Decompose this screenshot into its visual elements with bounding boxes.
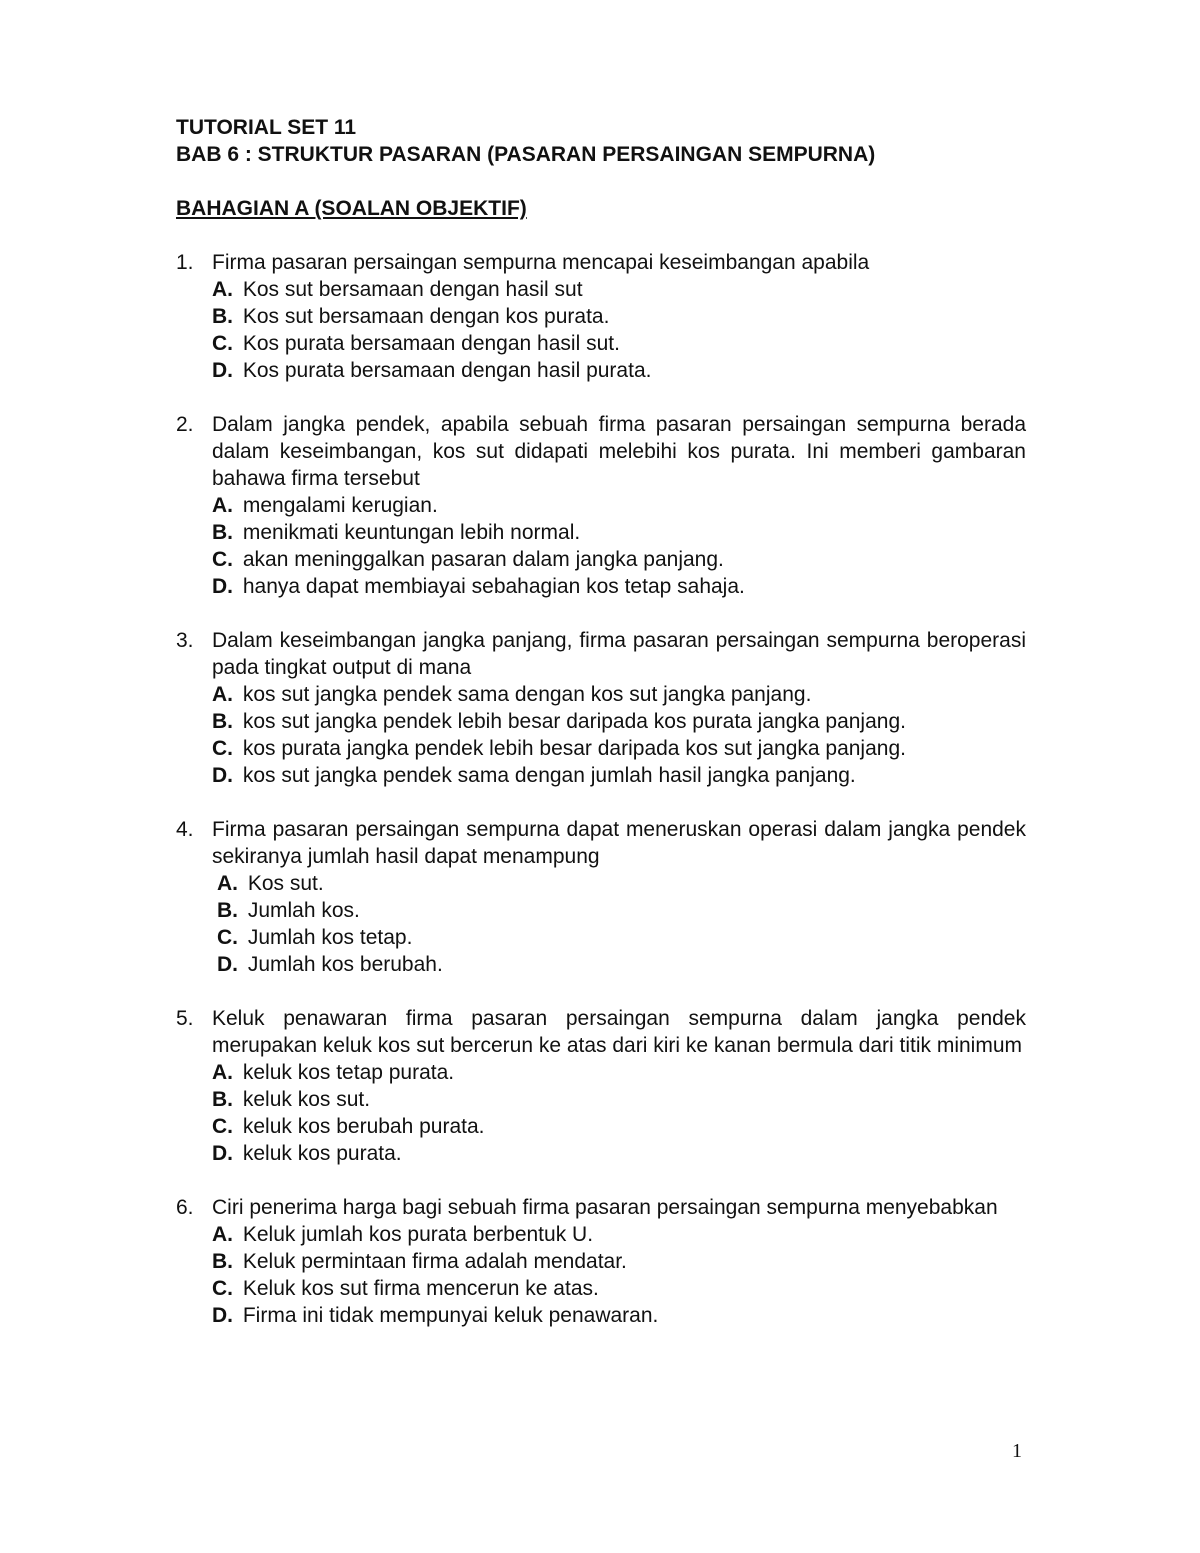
document-page xyxy=(176,114,1026,1356)
option-letter: C. xyxy=(212,737,233,760)
option-text: kos sut jangka pendek lebih besar daripada kos purata jangka panjang. xyxy=(242,710,906,733)
option-text: Keluk jumlah kos purata berbentuk U. xyxy=(242,1223,594,1246)
question-1 xyxy=(176,249,1026,384)
question-2 xyxy=(176,411,1026,600)
option-list xyxy=(212,276,1026,384)
option-text: hanya dapat membiayai sebahagian kos tetap sahaja. xyxy=(242,575,745,598)
option-b xyxy=(212,1248,1026,1275)
option-text: mengalami kerugian. xyxy=(242,494,438,517)
question-text: Firma pasaran persaingan sempurna mencapai keseimbangan apabila xyxy=(212,251,870,274)
option-b xyxy=(212,1086,1026,1113)
option-letter: D. xyxy=(212,359,233,382)
option-text: Keluk permintaan firma adalah mendatar. xyxy=(242,1250,627,1273)
option-d xyxy=(212,573,1026,600)
option-a xyxy=(212,276,1026,303)
question-number: 3. xyxy=(176,629,194,652)
question-list xyxy=(176,249,1026,1329)
option-b xyxy=(212,303,1026,330)
option-text: keluk kos purata. xyxy=(242,1142,402,1165)
option-d xyxy=(212,1140,1026,1167)
option-letter: B. xyxy=(212,1250,233,1273)
question-3 xyxy=(176,627,1026,789)
option-letter: A. xyxy=(212,1061,233,1084)
option-letter: D. xyxy=(217,953,238,976)
option-text: Firma ini tidak mempunyai keluk penawaran. xyxy=(242,1304,659,1327)
option-letter: A. xyxy=(212,1223,233,1246)
option-letter: D. xyxy=(212,1304,233,1327)
option-c xyxy=(212,1275,1026,1302)
option-letter: A. xyxy=(212,494,233,517)
option-text: Jumlah kos berubah. xyxy=(247,953,443,976)
question-6 xyxy=(176,1194,1026,1329)
option-text: Jumlah kos tetap. xyxy=(247,926,413,949)
option-letter: B. xyxy=(212,710,233,733)
question-number: 1. xyxy=(176,251,194,274)
question-5 xyxy=(176,1005,1026,1167)
question-text: Keluk penawaran firma pasaran persaingan sempurna dalam jangka pendek merupakan keluk kos sut bercerun ke atas dari kiri ke kanan bermula dari titik minimum xyxy=(212,1007,1026,1057)
option-text: kos purata jangka pendek lebih besar daripada kos sut jangka panjang. xyxy=(242,737,906,760)
option-b xyxy=(212,708,1026,735)
option-letter: C. xyxy=(212,1277,233,1300)
question-number: 5. xyxy=(176,1007,194,1030)
option-letter: C. xyxy=(212,1115,233,1138)
option-list xyxy=(212,681,1026,789)
option-c xyxy=(212,330,1026,357)
option-text: Keluk kos sut firma mencerun ke atas. xyxy=(242,1277,599,1300)
section-heading: BAHAGIAN A (SOALAN OBJEKTIF) xyxy=(176,197,527,220)
question-text: Ciri penerima harga bagi sebuah firma pasaran persaingan sempurna menyebabkan xyxy=(212,1196,998,1219)
option-list xyxy=(212,492,1026,600)
option-letter: A. xyxy=(212,278,233,301)
option-text: Kos sut. xyxy=(247,872,324,895)
option-a xyxy=(212,1221,1026,1248)
option-a xyxy=(212,681,1026,708)
option-list xyxy=(212,870,1026,978)
question-number: 4. xyxy=(176,818,194,841)
option-text: Jumlah kos. xyxy=(247,899,360,922)
chapter-title: BAB 6 : STRUKTUR PASARAN (PASARAN PERSAINGAN SEMPURNA) xyxy=(176,143,876,166)
option-d xyxy=(212,1302,1026,1329)
option-text: Kos purata bersamaan dengan hasil sut. xyxy=(242,332,620,355)
option-text: Kos sut bersamaan dengan kos purata. xyxy=(242,305,610,328)
option-list xyxy=(212,1221,1026,1329)
option-letter: A. xyxy=(217,872,238,895)
option-text: Kos purata bersamaan dengan hasil purata. xyxy=(242,359,652,382)
option-letter: B. xyxy=(212,305,233,328)
question-number: 6. xyxy=(176,1196,194,1219)
option-letter: C. xyxy=(212,548,233,571)
option-text: kos sut jangka pendek sama dengan kos sut jangka panjang. xyxy=(242,683,812,706)
question-4 xyxy=(176,816,1026,978)
option-letter: B. xyxy=(217,899,238,922)
option-c xyxy=(212,735,1026,762)
option-c xyxy=(212,924,1026,951)
question-text: Dalam jangka pendek, apabila sebuah firma pasaran persaingan sempurna berada dalam keseimbangan, kos sut didapati melebihi kos purata. Ini memberi gambaran bahawa firma tersebut xyxy=(212,413,1026,490)
question-number: 2. xyxy=(176,413,194,436)
option-text: akan meninggalkan pasaran dalam jangka panjang. xyxy=(242,548,724,571)
option-c xyxy=(212,1113,1026,1140)
option-text: keluk kos sut. xyxy=(242,1088,371,1111)
option-a xyxy=(212,492,1026,519)
option-a xyxy=(212,870,1026,897)
option-b xyxy=(212,519,1026,546)
option-text: keluk kos berubah purata. xyxy=(242,1115,485,1138)
question-text: Firma pasaran persaingan sempurna dapat meneruskan operasi dalam jangka pendek sekiranya jumlah hasil dapat menampung xyxy=(212,818,1026,868)
option-text: keluk kos tetap purata. xyxy=(242,1061,455,1084)
option-list xyxy=(212,1059,1026,1167)
option-d xyxy=(212,357,1026,384)
option-b xyxy=(212,897,1026,924)
option-letter: D. xyxy=(212,1142,233,1165)
option-a xyxy=(212,1059,1026,1086)
option-d xyxy=(212,951,1026,978)
option-d xyxy=(212,762,1026,789)
option-letter: D. xyxy=(212,764,233,787)
option-letter: B. xyxy=(212,521,233,544)
option-letter: C. xyxy=(212,332,233,355)
option-letter: C. xyxy=(217,926,238,949)
option-text: kos sut jangka pendek sama dengan jumlah hasil jangka panjang. xyxy=(242,764,856,787)
option-text: Kos sut bersamaan dengan hasil sut xyxy=(242,278,583,301)
option-letter: D. xyxy=(212,575,233,598)
option-letter: A. xyxy=(212,683,233,706)
option-c xyxy=(212,546,1026,573)
document-title: TUTORIAL SET 11 xyxy=(176,116,357,139)
question-text: Dalam keseimbangan jangka panjang, firma pasaran persaingan sempurna beroperasi pada tingkat output di mana xyxy=(212,629,1026,679)
option-letter: B. xyxy=(212,1088,233,1111)
option-text: menikmati keuntungan lebih normal. xyxy=(242,521,581,544)
page-number: 1 xyxy=(1012,1440,1022,1462)
